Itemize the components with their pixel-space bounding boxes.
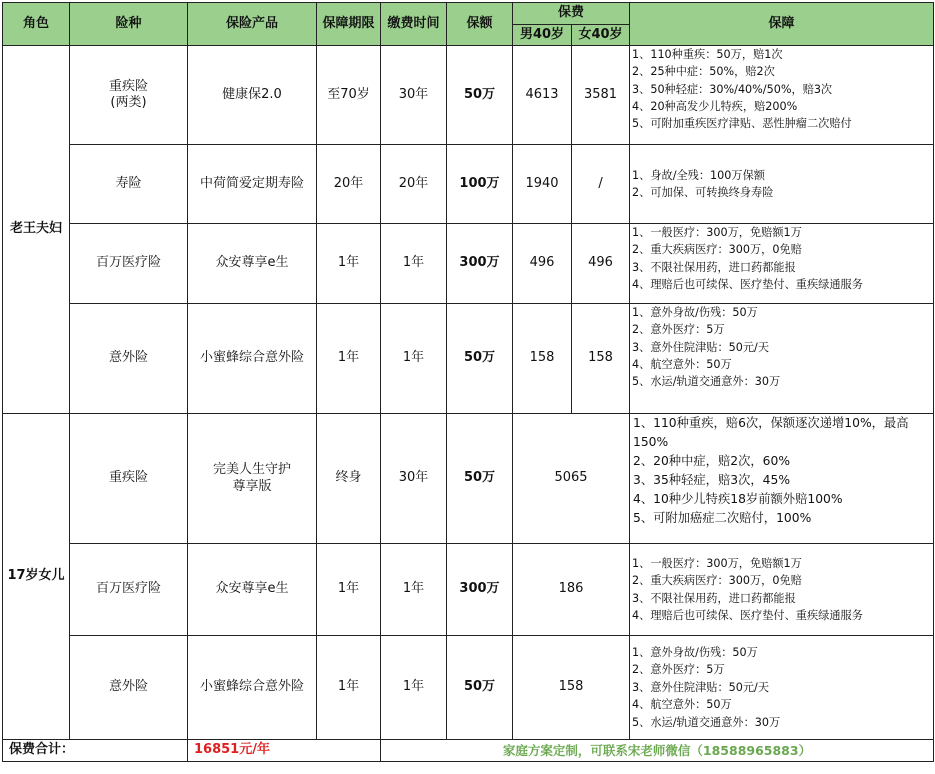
coverage-line: 4、航空意外：50万 <box>632 358 732 372</box>
header-female-40: 女40岁 <box>572 25 630 46</box>
coverage-line: 2、20种中症，赔2次，60% <box>633 454 791 469</box>
header-type: 险种 <box>70 3 188 46</box>
type-cell: 意外险 <box>70 636 188 740</box>
header-pay-time: 缴费时间 <box>381 3 447 46</box>
period-cell: 1年 <box>317 224 381 304</box>
coverage-line: 2、意外医疗：5万 <box>632 323 725 337</box>
header-amount: 保额 <box>447 3 513 46</box>
header-product: 保险产品 <box>188 3 317 46</box>
total-label: 保费合计： <box>3 740 188 762</box>
female-premium-cell: / <box>572 145 630 224</box>
coverage-line: 1、一般医疗：300万，免赔额1万 <box>632 556 802 570</box>
role-cell: 老王夫妇 <box>3 46 70 414</box>
coverage-line: 2、可加保、可转换终身寿险 <box>632 186 774 199</box>
type-cell: 意外险 <box>70 304 188 414</box>
coverage-line: 5、水运/轨道交通意外：30万 <box>632 375 781 389</box>
coverage-line: 1、意外身故/伤残：50万 <box>632 306 758 319</box>
coverage-line: 1、意外身故/伤残：50万 <box>632 646 758 660</box>
coverage-cell <box>630 636 934 740</box>
coverage-line: 3、35种轻症，赔3次，45% <box>633 473 791 488</box>
period-cell: 20年 <box>317 145 381 224</box>
product-cell: 中荷简爱定期寿险 <box>188 145 317 224</box>
type-cell: 寿险 <box>70 145 188 224</box>
coverage-line: 5、可附加癌症二次赔付，100% <box>633 511 812 526</box>
amount-cell: 50万 <box>447 636 513 740</box>
product-cell: 小蜜蜂综合意外险 <box>188 304 317 414</box>
coverage-line: 2、25种中症：50%，赔2次 <box>632 65 775 79</box>
coverage-line: 2、重大疾病医疗：300万，0免赔 <box>632 574 802 588</box>
pay-time-cell: 1年 <box>381 636 447 740</box>
period-cell: 终身 <box>317 414 381 544</box>
coverage-line: 1、一般医疗：300万，免赔额1万 <box>632 226 802 239</box>
role-cell: 17岁女儿 <box>3 414 70 740</box>
table-row <box>3 414 934 544</box>
coverage-line: 3、意外住院津贴：50元/天 <box>632 680 770 694</box>
pay-time-cell: 20年 <box>381 145 447 224</box>
table-row <box>3 224 934 304</box>
female-premium-cell: 3581 <box>572 46 630 145</box>
female-premium-cell: 496 <box>572 224 630 304</box>
period-cell: 1年 <box>317 636 381 740</box>
footer-row <box>3 740 934 762</box>
table-row <box>3 145 934 224</box>
header-premium: 保费 <box>513 3 630 25</box>
amount-cell: 100万 <box>447 145 513 224</box>
type-cell: 百万医疗险 <box>70 544 188 636</box>
product-cell: 小蜜蜂综合意外险 <box>188 636 317 740</box>
coverage-cell <box>630 304 934 414</box>
header-coverage: 保障 <box>630 3 934 46</box>
coverage-line: 1、110种重疾：50万，赔1次 <box>632 48 783 61</box>
coverage-line: 3、不限社保用药，进口药都能报 <box>632 591 796 605</box>
amount-cell: 50万 <box>447 46 513 145</box>
coverage-line: 2、意外医疗：5万 <box>632 663 725 677</box>
period-cell: 1年 <box>317 544 381 636</box>
coverage-cell <box>630 46 934 145</box>
type-cell: 重疾险 (两类) <box>70 46 188 145</box>
pay-time-cell: 30年 <box>381 46 447 145</box>
pay-time-cell: 1年 <box>381 224 447 304</box>
coverage-line: 5、水运/轨道交通意外：30万 <box>632 715 781 729</box>
premium-cell: 186 <box>513 544 630 636</box>
pay-time-cell: 1年 <box>381 544 447 636</box>
female-premium-cell: 158 <box>572 304 630 414</box>
premium-cell: 158 <box>513 636 630 740</box>
coverage-cell <box>630 145 934 224</box>
coverage-line: 3、不限社保用药，进口药都能报 <box>632 260 796 274</box>
total-premium: 16851元/年 <box>188 740 381 762</box>
header-period: 保障期限 <box>317 3 381 46</box>
coverage-line: 4、20种高发少儿特疾，赔200% <box>632 100 798 114</box>
coverage-line: 4、10种少儿特疾18岁前额外赔100% <box>633 492 843 507</box>
male-premium-cell: 496 <box>513 224 572 304</box>
coverage-line: 1、身故/全残：100万保额 <box>632 168 765 182</box>
pay-time-cell: 30年 <box>381 414 447 544</box>
product-cell: 健康保2.0 <box>188 46 317 145</box>
coverage-line: 2、重大疾病医疗：300万，0免赔 <box>632 243 802 257</box>
male-premium-cell: 4613 <box>513 46 572 145</box>
product-cell: 众安尊享e生 <box>188 544 317 636</box>
coverage-line: 1、110种重疾，赔6次，保额逐次递增10%，最高150% <box>633 416 909 450</box>
contact-note: 家庭方案定制，可联系宋老师微信（18588965883） <box>381 740 934 762</box>
coverage-line: 3、意外住院津贴：50元/天 <box>632 340 770 354</box>
header-male-40: 男40岁 <box>513 25 572 46</box>
coverage-line: 5、可附加重疾医疗津贴、恶性肿瘤二次赔付 <box>632 117 852 131</box>
amount-cell: 50万 <box>447 414 513 544</box>
amount-cell: 300万 <box>447 544 513 636</box>
male-premium-cell: 1940 <box>513 145 572 224</box>
period-cell: 1年 <box>317 304 381 414</box>
type-cell: 百万医疗险 <box>70 224 188 304</box>
table-row <box>3 544 934 636</box>
period-cell: 至70岁 <box>317 46 381 145</box>
table-row <box>3 46 934 145</box>
pay-time-cell: 1年 <box>381 304 447 414</box>
product-cell: 完美人生守护 尊享版 <box>188 414 317 544</box>
amount-cell: 50万 <box>447 304 513 414</box>
coverage-line: 3、50种轻症：30%/40%/50%，赔3次 <box>632 82 833 96</box>
coverage-line: 4、航空意外：50万 <box>632 698 732 712</box>
coverage-cell <box>630 224 934 304</box>
table-row <box>3 636 934 740</box>
header-role: 角色 <box>3 3 70 46</box>
coverage-line: 4、理赔后也可续保、医疗垫付、重疾绿通服务 <box>632 608 863 622</box>
coverage-cell <box>630 544 934 636</box>
insurance-plan-table <box>2 2 934 762</box>
type-cell: 重疾险 <box>70 414 188 544</box>
coverage-cell <box>630 414 934 544</box>
product-cell: 众安尊享e生 <box>188 224 317 304</box>
amount-cell: 300万 <box>447 224 513 304</box>
table-row <box>3 304 934 414</box>
male-premium-cell: 158 <box>513 304 572 414</box>
premium-cell: 5065 <box>513 414 630 544</box>
coverage-line: 4、理赔后也可续保、医疗垫付、重疾绿通服务 <box>632 278 863 292</box>
